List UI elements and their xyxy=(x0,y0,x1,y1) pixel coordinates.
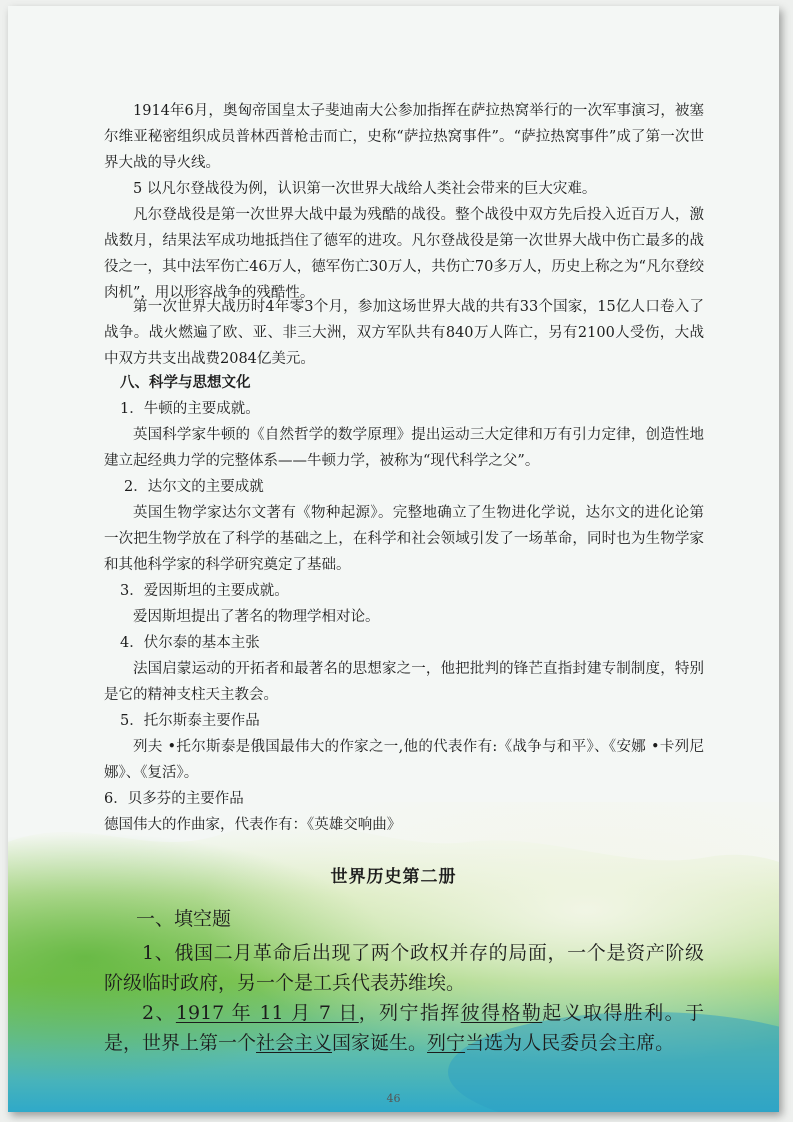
question-2 xyxy=(104,998,704,1058)
answer-city: 彼得格勒 xyxy=(460,1002,543,1024)
paragraph-newton: 英国科学家牛顿的《自然哲学的数学原理》提出运动三大定律和万有引力定律，创造性地建立起经典力学的完整体系——牛顿力学，被称为“现代科学之父”。 xyxy=(104,427,704,469)
paragraph-verdun: 凡尔登战役是第一次世界大战中最为残酷的战役。整个战役中双方先后投入近百万人，激战数月，结果法军成功地抵挡住了德军的进攻。凡尔登战役是第一次世界大战中伤亡最多的战役之一，其中法军伤亡46万人，德军伤亡30万人，共伤亡70多万人，历史上称之为“凡尔登绞肉机”，用以形容战争的残酷性。 xyxy=(104,207,704,301)
question-1: 1、俄国二月革命后出现了两个政权并存的局面，一个是资产阶级阶级临时政府，另一个是工兵代表苏维埃。 xyxy=(104,942,704,994)
question-2-text-c: 国家诞生。 xyxy=(332,1032,428,1054)
section-title: 世界历史第二册 xyxy=(330,867,457,887)
question-2-text-b: 起义取得胜利。于是，世界上第一个 xyxy=(104,1002,704,1054)
paragraph-einstein: 爱因斯坦提出了著名的物理学相对论。 xyxy=(133,609,380,625)
subheading-einstein: 3．爱因斯坦的主要成就。 xyxy=(120,583,289,599)
page-content xyxy=(8,6,779,1112)
paragraph-sarajevo: 1914年6月，奥匈帝国皇太子斐迪南大公参加指挥在萨拉热窝举行的一次军事演习，被塞尔维亚秘密组织成员普林西普枪击而亡，史称“萨拉热窝事件”。“萨拉热窝事件”成了第一次世界大战的导火线。 xyxy=(104,103,704,171)
question-2-number: 2、 xyxy=(142,1002,176,1024)
subheading-darwin: 2．达尔文的主要成就 xyxy=(124,479,264,495)
fill-in-heading: 一、填空题 xyxy=(136,908,232,930)
document-page xyxy=(8,6,779,1112)
subheading-newton: 1．牛顿的主要成就。 xyxy=(120,401,260,417)
paragraph-tolstoy: 列夫 •托尔斯泰是俄国最伟大的作家之一,他的代表作有:《战争与和平》、《安娜 •卡列尼娜》、《复活》。 xyxy=(104,739,704,781)
subheading-beethoven: 6．贝多芬的主要作品 xyxy=(104,791,244,807)
section-heading-science: 八、科学与思想文化 xyxy=(120,374,251,391)
subheading-tolstoy: 5．托尔斯泰主要作品 xyxy=(120,713,260,729)
answer-lenin: 列宁 xyxy=(427,1032,466,1054)
page-number: 46 xyxy=(386,1092,401,1105)
paragraph-beethoven: 德国伟大的作曲家，代表作有：《英雄交响曲》 xyxy=(104,817,402,833)
question-2-text-a: ，列宁指挥 xyxy=(358,1002,461,1024)
question-2-text-d: 当选为人民委员会主席。 xyxy=(465,1032,675,1054)
subheading-voltaire: 4．伏尔泰的基本主张 xyxy=(120,635,260,651)
answer-ism: 社会主义 xyxy=(256,1032,333,1054)
paragraph-darwin: 英国生物学家达尔文著有《物种起源》。完整地确立了生物进化学说，达尔文的进化论第一次把生物学放在了科学的基础之上，在科学和社会领域引发了一场革命，同时也为生物学家和其他科学家的科学研究奠定了基础。 xyxy=(104,505,704,573)
paragraph-voltaire: 法国启蒙运动的开拓者和最著名的思想家之一，他把批判的锋芒直指封建专制制度，特别是它的精神支柱天主教会。 xyxy=(104,661,704,703)
heading-verdun-topic: 5 以凡尔登战役为例，认识第一次世界大战给人类社会带来的巨大灾难。 xyxy=(133,181,597,197)
paragraph-wwi-summary: 第一次世界大战历时4年零3个月，参加这场世界大战的共有33个国家，15亿人口卷入了战争。战火燃遍了欧、亚、非三大洲，双方军队共有840万人阵亡，另有2100人受伤，大战中双方共支出战费2084亿美元。 xyxy=(104,299,704,367)
answer-date: 1917 年 11 月 7 日 xyxy=(175,1002,359,1024)
